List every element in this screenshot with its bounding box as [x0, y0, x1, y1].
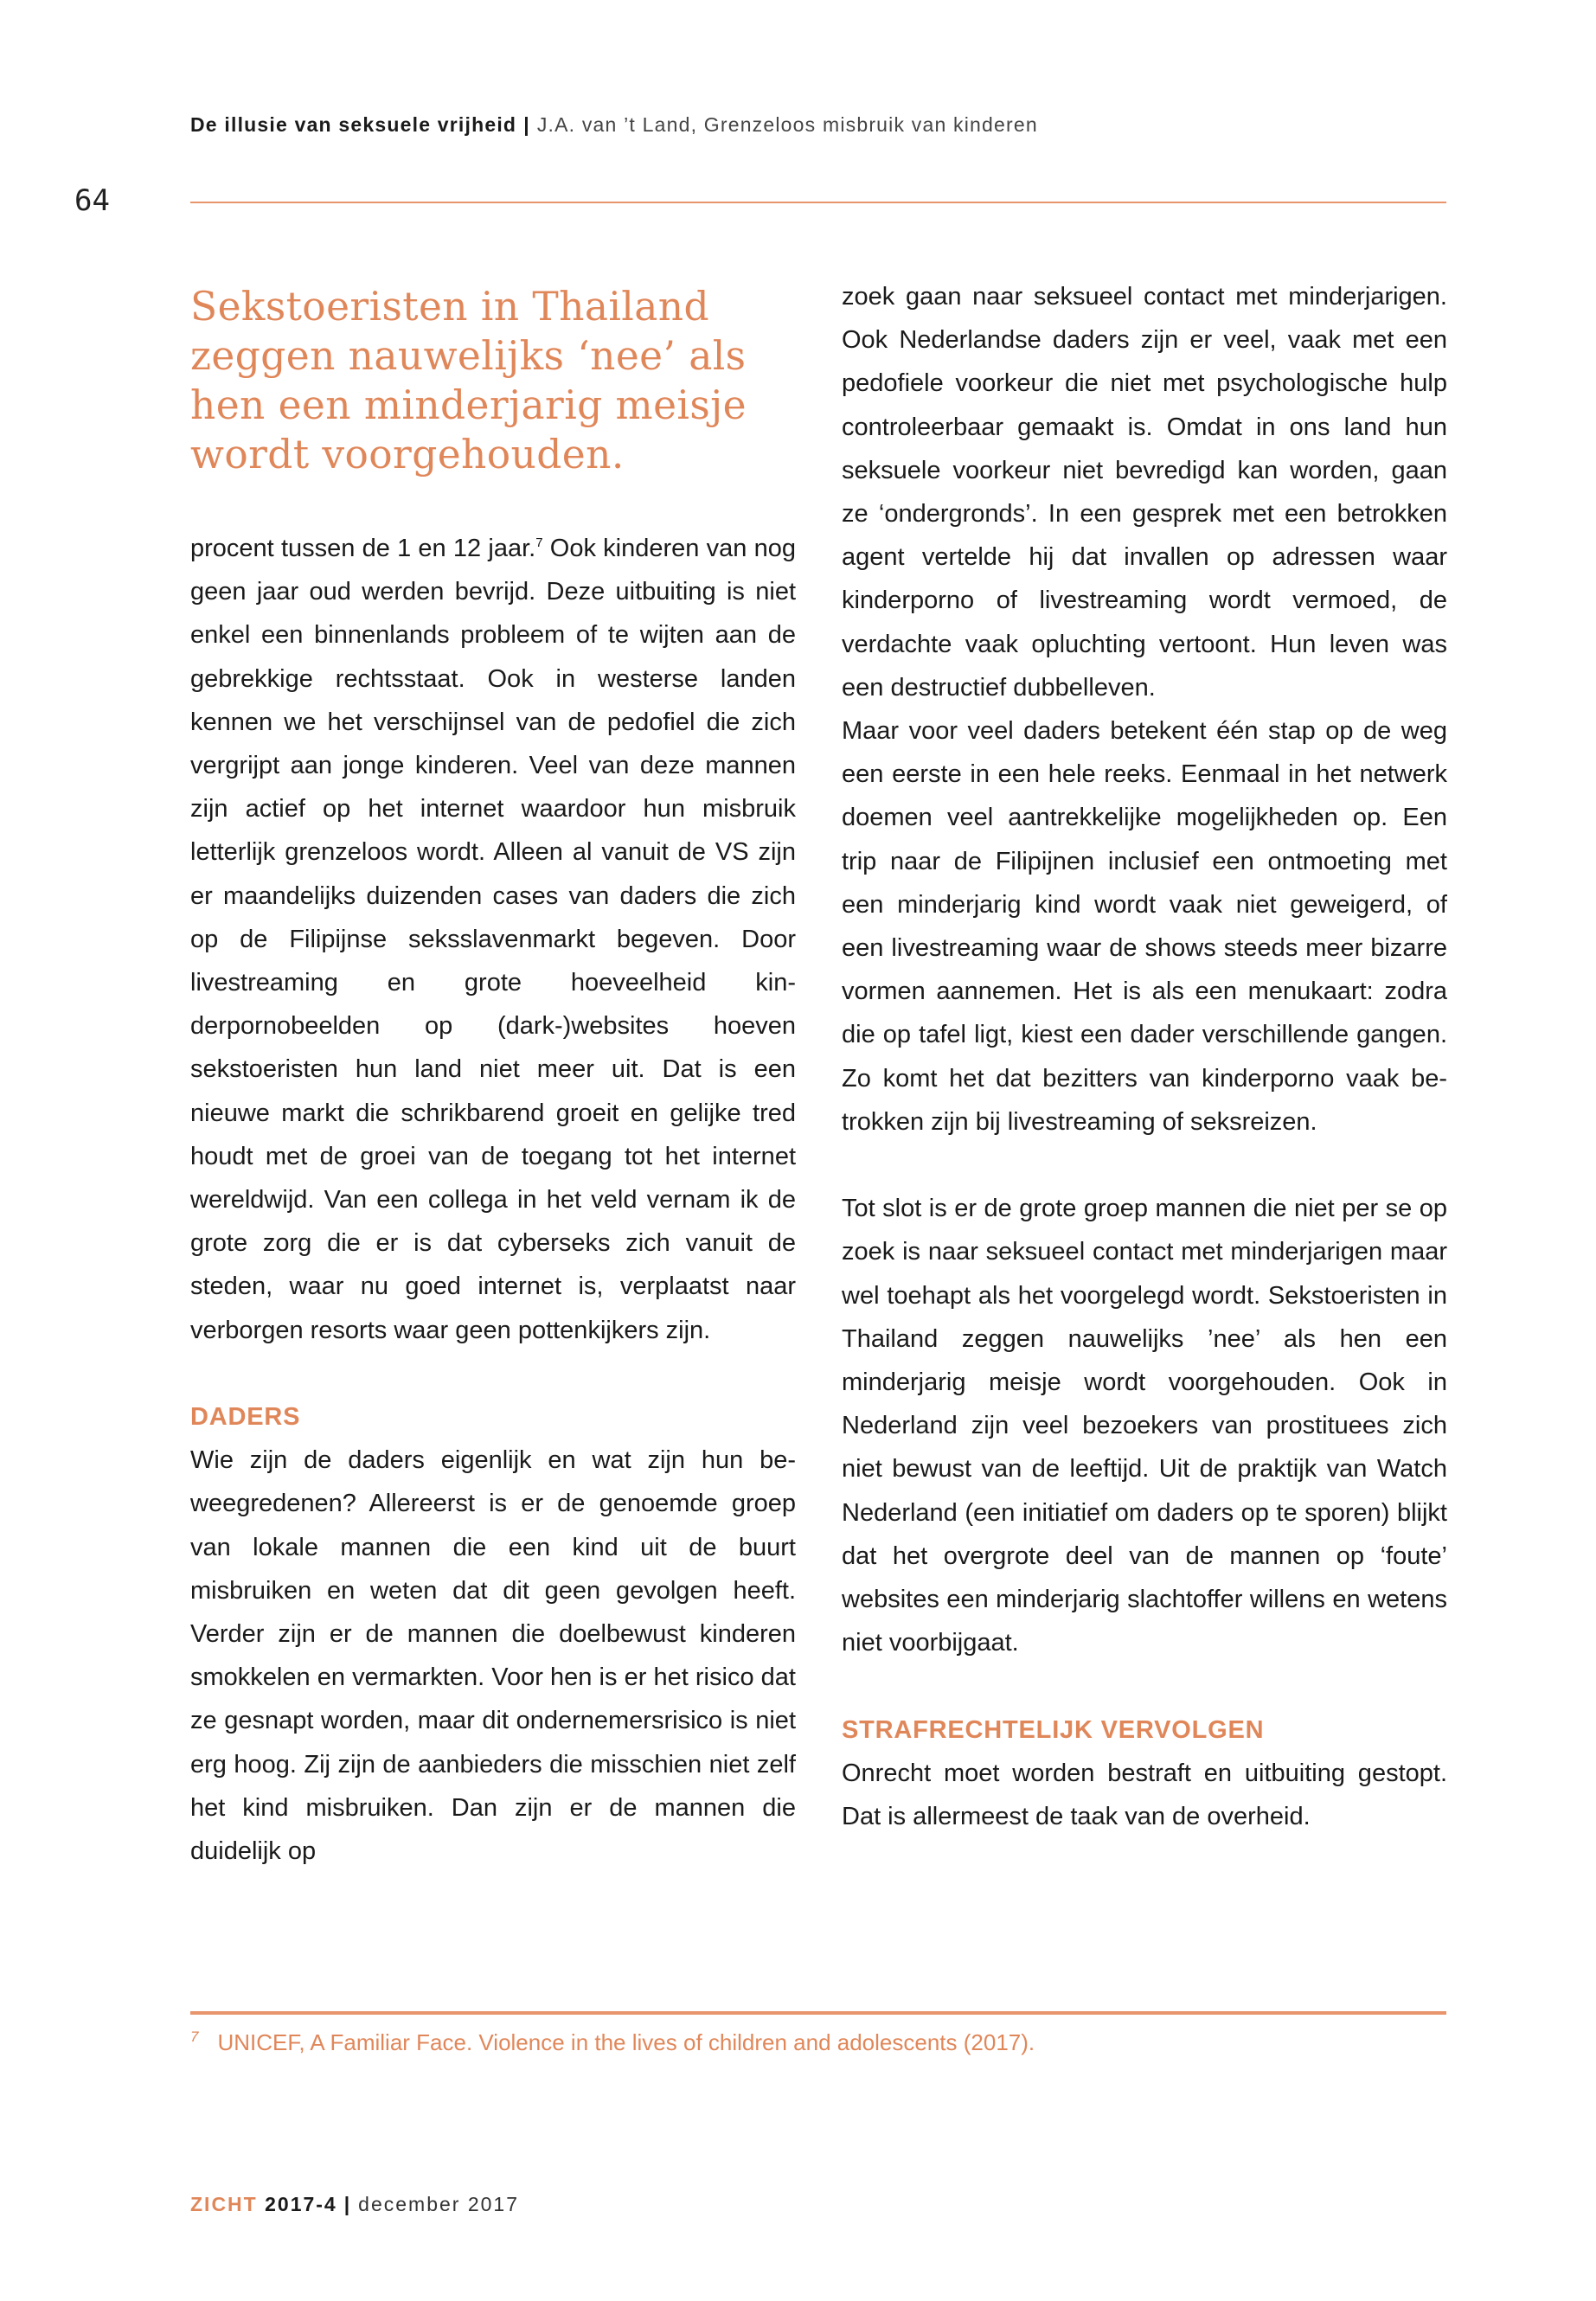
- running-head-separator: |: [523, 113, 530, 136]
- top-divider: [190, 202, 1446, 203]
- running-head: [190, 113, 1038, 137]
- footnote-reference: 7: [535, 535, 543, 550]
- footer-magazine: ZICHT: [190, 2193, 258, 2215]
- footnote-text: UNICEF, A Familiar Face. Violence in the lives of children and adolescents (2017).: [217, 2029, 1035, 2055]
- left-paragraph-1-start: procent tussen de 1 en 12 jaar.: [190, 535, 536, 562]
- running-head-title: De illusie van seksuele vrijheid: [190, 113, 517, 136]
- page-number: 64: [74, 183, 110, 218]
- paragraph-gap: [842, 1664, 1447, 1708]
- section-heading-daders: DADERS: [190, 1403, 301, 1432]
- footnote-divider: [190, 2011, 1446, 2015]
- right-paragraph-1: zoek gaan naar seksueel contact met minderjarigen. Ook Nederlandse daders zijn er veel, vaak met een pedofiele voorkeur die niet met psychologische hulp controleerbaar gemaakt is. Omdat in ons land hun seksuele voorkeur niet bevredigd kan worden, gaan ze ‘ondergronds’. In een gesprek met een betrokken agent vertelde hij dat invallen op adressen waar kinderporno of livestreaming wordt vermoed, de verdachte vaak opluchting vertoont. Hun leven was een destructief dubbelleven.: [842, 283, 1447, 702]
- left-column: [190, 275, 796, 1873]
- left-paragraph-2: Wie zijn de daders eigenlijk en wat zijn hun beweegredenen? Allereerst is er de genoemde groep van lokale mannen die een kind uit de buurt misbruiken en weten dat dit geen gevolgen heeft. Verder zijn er de mannen die doelbewust kinderen smokkelen en vermarkten. Voor hen is er het risico dat ze gesnapt worden, maar dit ondernemersrisico is niet erg hoog. Zij zijn de aanbieders die misschien niet zelf het kind misbruiken. Dan zijn er de mannen die duidelijk op: [190, 1446, 796, 1866]
- paragraph-gap: [190, 1352, 796, 1395]
- footer-date: december 2017: [358, 2193, 520, 2215]
- footnote-mark: 7: [190, 2029, 199, 2045]
- right-paragraph-2: Maar voor veel daders betekent één stap op de weg een eerste in een hele reeks. Eenmaal in het netwerk doemen veel aantrekkelijke mogelijkheden op. Een trip naar de Filipijnen inclusief een ontmoeting met een minderjarig kind wordt vaak niet geweigerd, of een livestreaming waar de shows steeds meer bizarre vormen aannemen. Het is als een menukaart: zodra die op tafel ligt, kiest een dader verschillende gangen. Zo komt het dat bezitters van kinderporno vaak betrokken zijn bij livestreaming of seksreizen.: [842, 717, 1447, 1136]
- pull-quote: Sekstoeristen in Thailand zeggen nauwelijks ‘nee’ als hen een minderjarig meisje wordt voorgehouden.: [190, 284, 747, 478]
- left-paragraph-1: [190, 527, 796, 1352]
- right-paragraph-4: Onrecht moet worden bestraft en uitbuiting gestopt. Dat is allermeest de taak van de overheid.: [842, 1759, 1447, 1831]
- paragraph-gap: [842, 1144, 1447, 1187]
- footer-issue: 2017-4: [265, 2193, 337, 2215]
- section-heading-strafrechtelijk: STRAFRECHTELIJK VERVOLGEN: [842, 1715, 1265, 1744]
- right-paragraph-3: Tot slot is er de grote groep mannen die niet per se op zoek is naar seksueel contact met minderjarigen maar wel toehapt als het voorgelegd wordt. Sekstoeristen in Thailand zeggen nauwelijks ’nee’ als hen een minderjarig meisje wordt voorgehouden. Ook in Nederland zijn veel bezoekers van prostituees zich niet bewust van de leeftijd. Uit de praktijk van Watch Nederland (een initiatief om daders op te sporen) blijkt dat het overgrote deel van de mannen op ‘foute’ websites een minderjarig slachtoffer willens en wetens niet voorbijgaat.: [842, 1195, 1447, 1657]
- footer-separator: |: [343, 2193, 352, 2215]
- running-head-author: J.A. van ’t Land, Grenzeloos misbruik van kinderen: [536, 113, 1038, 136]
- footnote: [190, 2029, 1035, 2056]
- page-footer: [190, 2193, 519, 2216]
- left-paragraph-1-rest: Ook kinderen van nog geen jaar oud werden bevrijd. Deze uitbuiting is niet enkel een binnenlands probleem of te wijten aan de gebrekkige rechtsstaat. Ook in westerse landen kennen we het verschijnsel van de pedofiel die zich vergrijpt aan jonge kinderen. Veel van deze mannen zijn actief op het internet waardoor hun misbruik letterlijk grenzeloos wordt. Alleen al vanuit de VS zijn er maandelijks duizenden cases van daders die zich op de Filipijnse seksslavenmarkt begeven. Door livestreaming en grote hoeveelheid kinderpornobeelden op (dark-)websites hoeven sekstoeristen hun land niet meer uit. Dat is een nieuwe markt die schrikbarend groeit en gelijke tred houdt met de groei van de toegang tot het internet wereldwijd. Van een collega in het veld vernam ik de grote zorg die er is dat cyberseks zich vanuit de steden, waar nu goed internet is, verplaatst naar verborgen resorts waar geen pottenkijkers zijn.: [190, 535, 796, 1344]
- right-column: [842, 275, 1447, 1838]
